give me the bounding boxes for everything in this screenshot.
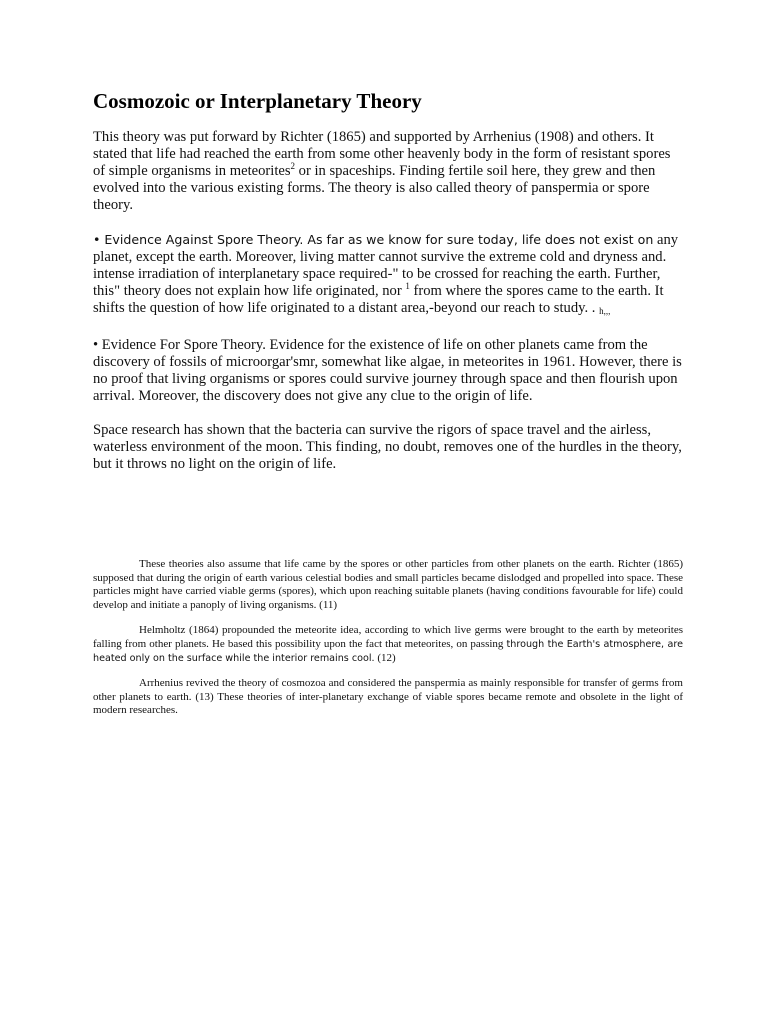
paragraph-intro-text-b: or in spaceships. Finding fertile soil here, they grew and then evolved into the various existing forms. The theory is also called theory of panspermia or spore theory. [93,163,656,213]
page-title: Cosmozoic or Interplanetary Theory [93,89,422,113]
footnote-marker: 1 [405,281,410,292]
helmholtz-text-a: Helmholtz (1864) propounded the meteorite idea, according to which live germs were brought to the earth by meteorites falling from other planets. He based this possibility upon the fact that meteorites, on passing [93,624,683,650]
evidence-against-text-a: any planet, except the earth. Moreover, living matter cannot survive the extreme cold and dryness and. intense irradiation of interplanetary space required-" to be crossed for reaching the earth. Further, this" theory does not explain how life originated, nor [93,232,679,299]
paragraph-helmholtz [93,624,683,665]
document-page [93,88,683,730]
paragraph-intro-text-a: This theory was put forward by Richter (1865) and supported by Arrhenius (1908) and others. It stated that life had reached the earth from some other heavenly body in the form of resistant spores of simple organisms in meteorites [93,129,671,179]
stray-mark: h,,, [599,306,611,316]
paragraph-intro [93,129,683,214]
helmholtz-text-b: (12) [374,651,396,664]
evidence-against-text-b: from where the spores came to the earth. It shifts the question of how life originated to a distant area,-beyond our reach to study. . [93,283,664,316]
evidence-against-heading: • Evidence Against Spore Theory. As far as we know for sure today, life does not exist on [93,232,654,247]
paragraph-space-research: Space research has shown that the bacteria can survive the rigors of space travel and the airless, waterless environment of the moon. This finding, no doubt, removes one of the hurdles in the theory, but it throws no light on the origin of life. [93,422,682,472]
helmholtz-text-sans: through the Earth's atmosphere, are heated only on the surface while the interior remains cool. [93,638,683,664]
paragraph-arrhenius: Arrhenius revived the theory of cosmozoa and considered the panspermia as mainly responsible for transfer of germs from other planets to earth. (13) These theories of inter-planetary exchange of viable spores became remote and obsolete in the light of modern researches. [93,677,683,717]
paragraph-evidence-against [93,231,683,320]
paragraph-spores-assumption: These theories also assume that life came by the spores or other particles from other planets on the earth. Richter (1865) supposed that during the origin of earth various celestial bodies and small particles became dislodged and propelled into space. These particles might have carried viable germs (spores), which upon reaching suitable planets (having conditions favourable for life) could develop and initiate a panoply of living organisms. (11) [93,558,683,611]
spacer [93,490,683,558]
footnote-marker: 2 [290,161,296,172]
paragraph-evidence-for: • Evidence For Spore Theory. Evidence for the existence of life on other planets came from the discovery of fossils of microorgar'smr, somewhat like algae, in meteorites in 1961. However, there is no proof that living organisms or spores could survive journey through space and then flourish upon arrival. Moreover, the discovery does not give any clue to the origin of life. [93,337,682,404]
